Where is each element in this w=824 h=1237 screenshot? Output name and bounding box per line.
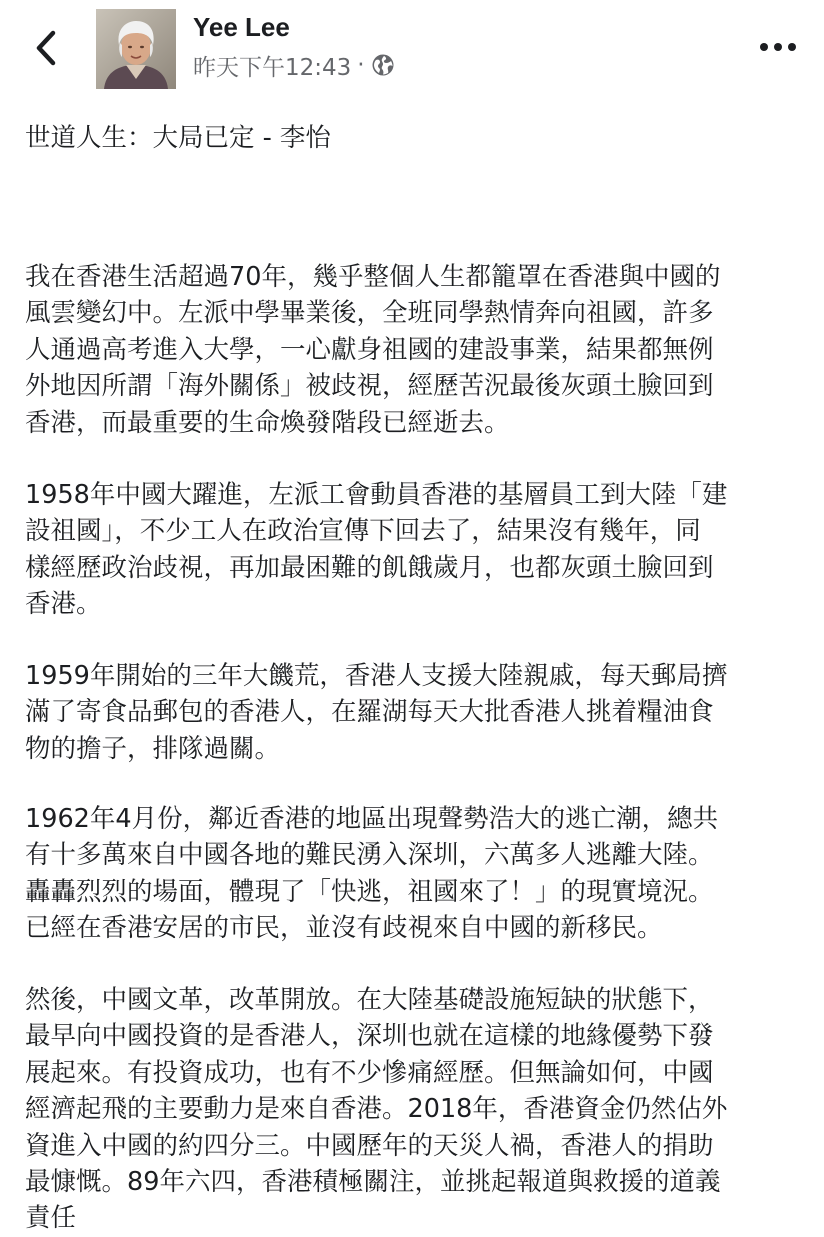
back-button[interactable] [26,26,66,70]
avatar[interactable] [96,9,176,89]
paragraph-line: 已經在香港安居的市民，並沒有歧視來自中國的新移民。 [25,913,663,944]
avatar-photo [96,9,176,89]
post-title: 世道人生：大局已定 - 李怡 [25,123,331,153]
paragraph-line: 物的擔子，排隊過關。 [25,733,281,764]
paragraph-line: 1959年開始的三年大饑荒，香港人支援大陸親戚，每天郵局擠 [25,661,728,691]
paragraph-line: 最慷慨。89年六四，香港積極關注，並挑起報道與救援的道義 [25,1167,721,1198]
post-paragraph [25,259,810,441]
paragraph-line: 經濟起飛的主要動力是來自香港。2018年，香港資金仍然佔外 [25,1094,728,1125]
post-paragraph [25,982,810,1237]
paragraph-line: 資進入中國的約四分三。中國歷年的天災人禍，香港人的捐助 [25,1130,714,1161]
paragraph-line: 最早向中國投資的是香港人，深圳也就在這樣的地緣優勢下發 [25,1021,714,1052]
paragraph-line: 有十多萬來自中國各地的難民湧入深圳，六萬多人逃離大陸。 [25,840,714,871]
paragraph-line: 設祖國」，不少工人在政治宣傳下回去了，結果沒有幾年，同 [25,516,701,547]
more-options-button[interactable] [755,30,801,64]
paragraph-line: 人通過高考進入大學，一心獻身祖國的建設事業，結果都無例 [25,334,714,365]
paragraph-line: 樣經歷政治歧視，再加最困難的飢餓歲月，也都灰頭土臉回到 [25,552,714,583]
paragraph-line: 外地因所謂「海外關係」被歧視，經歷苦況最後灰頭土臉回到 [25,371,714,402]
post-paragraph [25,477,810,623]
meta-separator: · [357,52,365,78]
paragraph-line: 1958年中國大躍進，左派工會動員香港的基層員工到大陸「建 [25,480,728,510]
paragraph-line: 展起來。有投資成功，也有不少慘痛經歷。但無論如何，中國 [25,1057,714,1088]
post-meta [193,50,395,80]
post-timestamp[interactable]: 昨天下午12:43 [193,54,352,81]
post-header [0,0,824,100]
author-name[interactable]: Yee Lee [193,12,290,42]
globe-icon [371,53,395,77]
paragraph-line: 責任 [25,1203,77,1234]
chevron-left-icon [34,30,58,66]
paragraph-line: 香港。 [25,589,102,620]
paragraph-line: 然後，中國文革，改革開放。在大陸基礎設施短缺的狀態下， [25,985,714,1015]
paragraph-line: 滿了寄食品郵包的香港人，在羅湖每天大批香港人挑着糧油食 [25,697,714,728]
more-horizontal-icon [758,42,798,52]
paragraph-line: 1962年4月份，鄰近香港的地區出現聲勢浩大的逃亡潮，總共 [25,804,719,834]
post-paragraph [25,658,810,767]
paragraph-line: 我在香港生活超過70年，幾乎整個人生都籠罩在香港與中國的 [25,262,721,292]
paragraph-line: 風雲變幻中。左派中學畢業後，全班同學熱情奔向祖國，許多 [25,298,714,329]
paragraph-line: 香港，而最重要的生命煥發階段已經逝去。 [25,407,510,438]
post-paragraph [25,801,810,947]
paragraph-line: 轟轟烈烈的場面，體現了「快逃，祖國來了！」的現實境況。 [25,876,714,907]
